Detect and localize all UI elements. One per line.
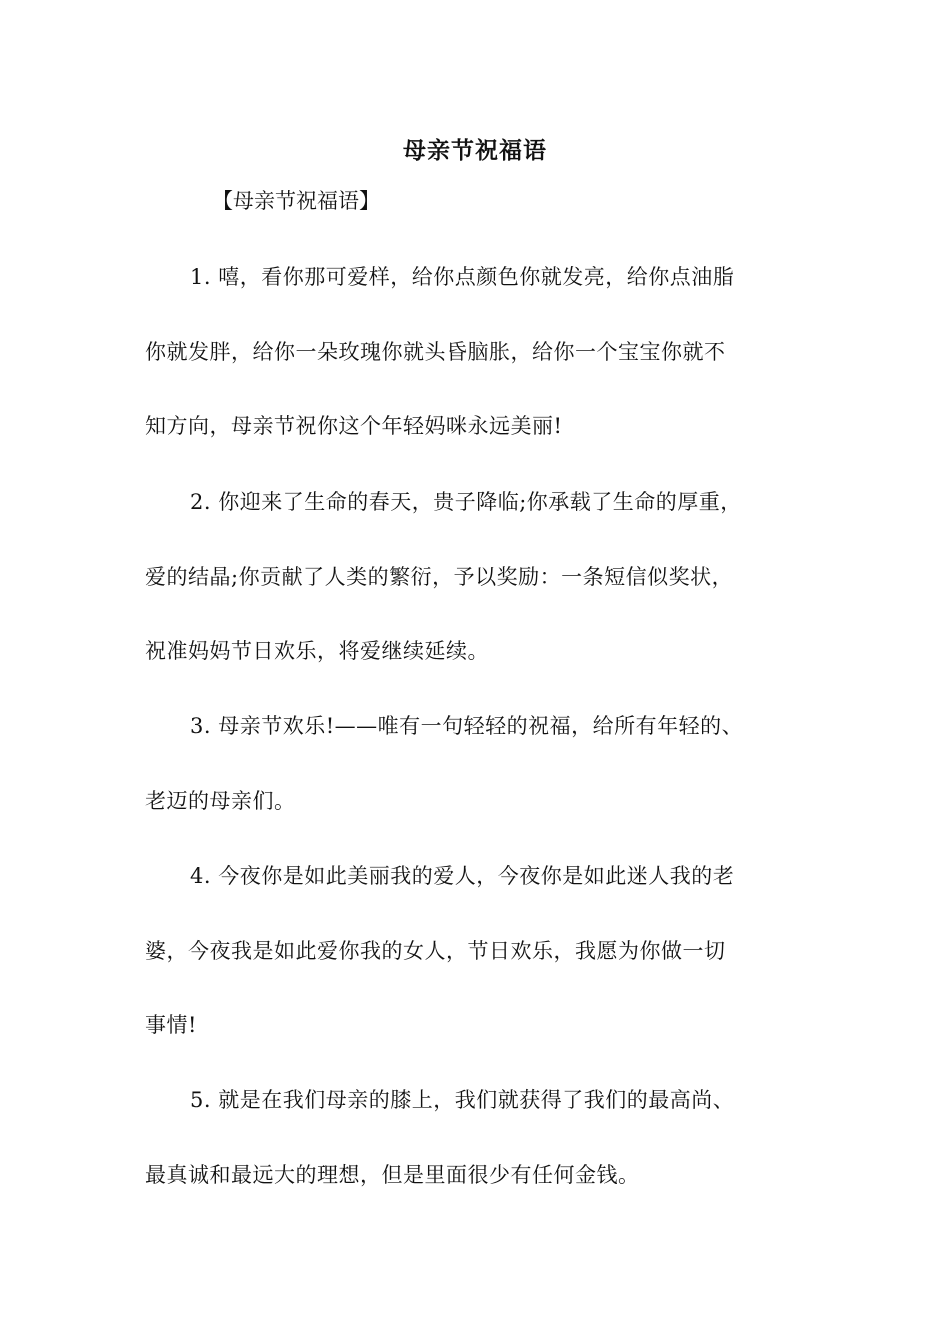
paragraph-2-line-2: 爱的结晶;你贡献了人类的繁衍，予以奖励：一条短信似奖状，: [145, 565, 734, 589]
paragraph-3-line-2: 老迈的母亲们。: [145, 789, 296, 813]
section-heading: 【母亲节祝福语】: [212, 189, 380, 213]
paragraph-1-line-3: 知方向，母亲节祝你这个年轻妈咪永远美丽!: [145, 414, 563, 438]
paragraph-4-line-3: 事情!: [145, 1013, 197, 1037]
paragraph-2-line-3: 祝准妈妈节日欢乐，将爱继续延续。: [145, 639, 489, 663]
paragraph-1-line-2: 你就发胖，给你一朵玫瑰你就头昏脑胀，给你一个宝宝你就不: [145, 340, 726, 364]
paragraph-2-line-1: 2. 你迎来了生命的春天，贵子降临;你承载了生命的厚重，: [190, 490, 742, 514]
paragraph-1-line-1: 1. 嘻，看你那可爱样，给你点颜色你就发亮，给你点油脂: [190, 265, 735, 289]
page-title: 母亲节祝福语: [403, 137, 547, 164]
paragraph-4-line-1: 4. 今夜你是如此美丽我的爱人，今夜你是如此迷人我的老: [190, 864, 735, 888]
paragraph-5-line-1: 5. 就是在我们母亲的膝上，我们就获得了我们的最高尚、: [190, 1088, 735, 1112]
paragraph-4-line-2: 婆，今夜我是如此爱你我的女人，节日欢乐，我愿为你做一切: [145, 939, 726, 963]
paragraph-5-line-2: 最真诚和最远大的理想，但是里面很少有任何金钱。: [145, 1163, 640, 1187]
paragraph-3-line-1: 3. 母亲节欢乐!——唯有一句轻轻的祝福，给所有年轻的、: [190, 714, 744, 738]
